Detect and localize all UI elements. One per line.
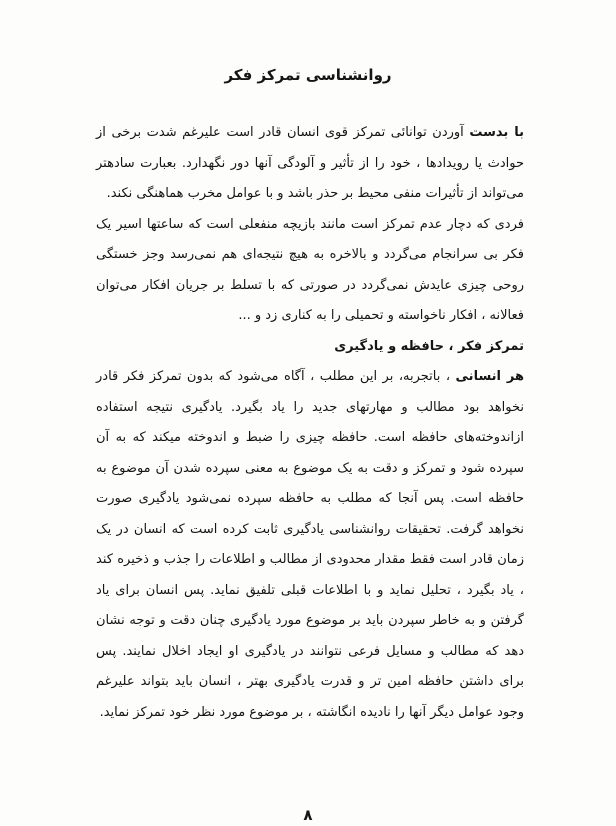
paragraph-intro	[96, 118, 524, 210]
section-heading: تمرکز فکر ، حافظه و یادگیری	[334, 338, 524, 354]
paragraph-text: فردی که دچار عدم تمرکز است مانند بازیچه منفعلی است که ساعتها اسیر یک فکر بی سرانجام می‌گردد و بالاخره به هیچ نتیجه‌ای هم نمی‌رسد وجز خستگی روحی چیزی عایدش نمی‌گردد در صورتی که با تسلط بر جریان افکار می‌توان فعالانه ، افکار ناخواسته و تحمیلی را به کناری زد و ...	[96, 216, 524, 323]
paragraph-memory	[96, 362, 524, 728]
paragraph-lead: با بدست	[469, 125, 524, 140]
paragraph-text: آوردن توانائی تمرکز قوی انسان قادر است علیرغم شدت برخی از حوادث یا رویدادها ، خود را از تأثیر و آلودگی آنها دور نگهدارد. بعبارت سادهتر می‌تواند از تأثیرات منفی محیط بر حذر باشد و با عوامل مخرب هماهنگی نکند.	[96, 125, 524, 201]
body-text	[96, 118, 524, 728]
page-number: ۸	[303, 806, 313, 824]
paragraph-text: ، باتجربه، بر این مطلب ، آگاه می‌شود که بدون تمرکز فکر قادر نخواهد بود مطالب و مهارتهای جدید را یاد بگیرد. یادگیری نتیجه استفاده ازاندوخته‌های حافظه است. حافظه چیزی را ضبط و اندوخته میکند که به آن سپرده شود و تمرکز و دقت به یک موضوع به معنی سپرده شدن آن موضوع به حافظه است. پس آنجا که مطلب به حافظه سپرده نمی‌شود یادگیری صورت نخواهد گرفت. تحقیقات روانشناسی یادگیری ثابت کرده است که انسان در یک زمان قادر است فقط مقدار محدودی از مطالب و اطلاعات را جذب و ذخیره کند ، یاد بگیرد ، تحلیل نماید و با اطلاعات قبلی تلفیق نماید. پس انسان برای یاد گرفتن و به خاطر سپردن باید بر موضوع مورد یادگیری چنان دقت و توجه نشان دهد که مطالب و مسایل فرعی نتوانند در یادگیری او ایجاد اخلال نمایند. پس برای داشتن حافظه امین تر و قدرت یادگیری بهتر ، انسان باید بتواند علیرغم وجود عوامل دیگر آنها را نادیده انگاشته ، بر موضوع مورد نظر خود تمرکز نماید.	[96, 369, 524, 720]
paragraph-distraction	[96, 210, 524, 332]
paragraph-lead: هر انسانی	[455, 369, 524, 384]
page-title: روانشناسی تمرکز فکر	[224, 66, 392, 84]
